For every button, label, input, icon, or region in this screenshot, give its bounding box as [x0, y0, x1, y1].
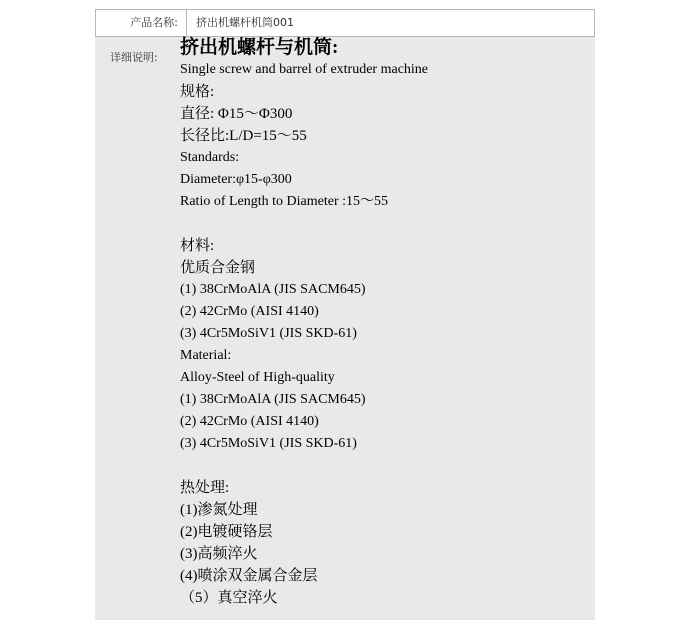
heat-treatment-item: (1)渗氮处理: [180, 502, 258, 518]
heat-treatment-item: (3)高频淬火: [180, 546, 258, 562]
spacer: [180, 455, 590, 477]
material-type-cn: 优质合金钢: [180, 260, 256, 276]
material-type-en: Alloy-Steel of High-quality: [180, 370, 335, 385]
material-item: (1) 38CrMoAlA (JIS SACM645): [180, 282, 366, 297]
heat-treatment-item: （5）真空淬火: [180, 590, 278, 606]
spacer: [180, 213, 590, 235]
heat-treatment-item: (2)电镀硬铬层: [180, 524, 273, 540]
product-name-value: 挤出机螺杆机筒001: [196, 16, 294, 29]
material-heading-en: Material:: [180, 348, 232, 363]
heat-treatment-item: (4)喷涂双金属合金层: [180, 568, 318, 584]
detail-label: 详细说明:: [110, 51, 158, 64]
material-item-en: (2) 42CrMo (AISI 4140): [180, 414, 319, 429]
material-item-en: (3) 4Cr5MoSiV1 (JIS SKD-61): [180, 436, 357, 451]
product-title: 挤出机螺杆与机筒:: [180, 37, 339, 58]
spec-heading-cn: 规格:: [180, 84, 215, 100]
spec-diameter-cn: 直径: Φ15～Φ300: [180, 106, 293, 122]
detail-content: [180, 37, 590, 609]
spec-ratio-en: Ratio of Length to Diameter :15～55: [180, 194, 389, 209]
product-name-label: 产品名称:: [96, 10, 187, 36]
product-name-row: [95, 9, 595, 37]
material-heading-cn: 材料:: [180, 238, 215, 254]
product-subtitle: Single screw and barrel of extruder machine: [180, 62, 429, 77]
spec-heading-en: Standards:: [180, 150, 240, 165]
material-item-en: (1) 38CrMoAlA (JIS SACM645): [180, 392, 366, 407]
spec-ratio-cn: 长径比:L/D=15～55: [180, 128, 307, 144]
spec-diameter-en: Diameter:φ15-φ300: [180, 172, 292, 187]
heat-treatment-heading: 热处理:: [180, 480, 230, 496]
material-item: (3) 4Cr5MoSiV1 (JIS SKD-61): [180, 326, 357, 341]
material-item: (2) 42CrMo (AISI 4140): [180, 304, 319, 319]
